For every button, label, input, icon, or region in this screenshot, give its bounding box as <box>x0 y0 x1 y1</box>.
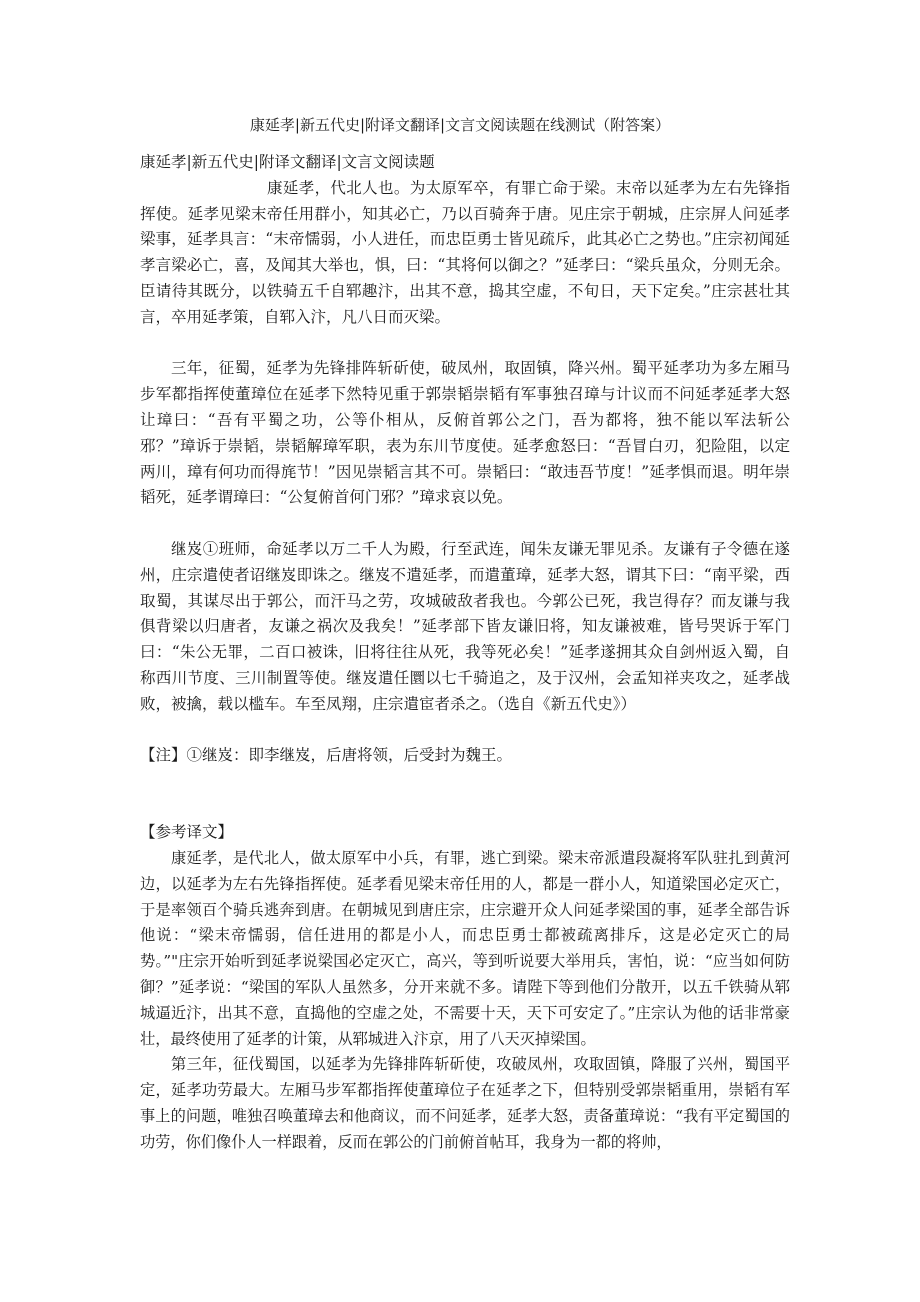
document-body <box>140 150 790 1155</box>
original-paragraph-2: 三年，征蜀，延孝为先锋排阵斩斫使，破凤州，取固镇，降兴州。蜀平延孝功为多左厢马步军都指挥使董璋位在延孝下然特见重于郭崇韬崇韬有军事独召璋与计议而不问延孝延孝大怒让璋曰：“吾有平蜀之功，公等仆相从，反俯首郭公之门，吾为都将，独不能以军法斩公邪？”璋诉于崇韬，崇韬解璋军职，表为东川节度使。延孝愈怒曰：“吾冒白刃，犯险阻，以定两川，璋有何功而得旄节！”因见崇韬言其不可。崇韬曰：“敢违吾节度！”延孝惧而退。明年崇韬死，延孝谓璋曰：“公复俯首何门邪？”璋求哀以免。 <box>140 359 790 507</box>
subheading: 康延孝|新五代史|附译文翻译|文言文阅读题 <box>140 153 435 171</box>
translation-paragraph-2: 第三年，征伐蜀国，以延孝为先锋排阵斩斫使，攻破凤州，攻取固镇，降服了兴州，蜀国平定，延孝功劳最大。左厢马步军都指挥使董璋位子在延孝之下，但特别受郭崇韬重用，崇韬有军事上的问题，唯独召唤董璋去和他商议，而不问延孝，延孝大怒，责备董璋说：“我有平定蜀国的功劳，你们像仆人一样跟着，反而在郭公的门前俯首帖耳，我身为一都的将帅， <box>140 1055 790 1151</box>
original-paragraph-3: 继岌①班师，命延孝以万二千人为殿，行至武连，闻朱友谦无罪见杀。友谦有子令德在遂州，庄宗遣使者诏继岌即诛之。继岌不遣延孝，而遣董璋，延孝大怒，谓其下曰：“南平梁，西取蜀，其谋尽出于郭公，而汗马之劳，攻城破敌者我也。今郭公已死，我岂得存？而友谦与我俱背梁以归唐者，友谦之祸次及我矣！”延孝部下皆友谦旧将，知友谦被难，皆号哭诉于军门曰：“朱公无罪，二百口被诛，旧将往往从死，我等死必矣！”延孝遂拥其众自剑州返入蜀，自称西川节度、三川制置等使。继岌遣任圜以七千骑追之，及于汉州，会孟知祥夹攻之，延孝战败，被擒，载以槛车。车至凤翔，庄宗遣宦者杀之。（选自《新五代史》） <box>140 539 790 713</box>
translation-heading: 【参考译文】 <box>140 823 234 842</box>
translation-paragraph-1: 康延孝，是代北人，做太原军中小兵，有罪，逃亡到梁。梁末帝派遣段凝将军队驻扎到黄河边，以延孝为左右先锋指挥使。延孝看见梁末帝任用的人，都是一群小人，知道梁国必定灭亡，于是率领百个骑兵逃奔到唐。在朝城见到唐庄宗，庄宗避开众人问延孝梁国的事，延孝全部告诉他说：“梁末帝懦弱，信任进用的都是小人，而忠臣勇士都被疏离排斥，这是必定灭亡的局势。”"庄宗开始听到延孝说梁国必定灭亡，高兴，等到听说要大举用兵，害怕，说：“应当如何防御？”延孝说：“梁国的军队人虽然多，分开来就不多。请陛下等到他们分散开，以五千铁骑从郓城逼近汴，出其不意，直捣他的空虚之处，不需要十天，天下可安定了。”庄宗认为他的话非常豪壮，最终使用了延孝的计策，从郓城进入汴京，用了八天灭掉梁国。 <box>140 848 790 1048</box>
footnote: 【注】①继岌：即李继岌，后唐将领，后受封为魏王。 <box>140 746 513 765</box>
page-title: 康延孝|新五代史|附译文翻译|文言文阅读题在线测试（附答案） <box>249 116 671 134</box>
original-paragraph-1: 康延孝，代北人也。为太原军卒，有罪亡命于梁。末帝以延孝为左右先锋指挥使。延孝见梁末帝任用群小，知其必亡，乃以百骑奔于唐。见庄宗于朝城，庄宗屏人问延孝梁事，延孝具言：“末帝懦弱，小人进任，而忠臣勇士皆见疏斥，此其必亡之势也。”庄宗初闻延孝言梁必亡，喜，及闻其大举也，惧，曰：“其将何以御之？”延孝曰：“梁兵虽众，分则无余。臣请待其既分，以铁骑五千自郓趣汴，出其不意，捣其空虚，不旬日，天下定矣。”庄宗甚壮其言，卒用延孝策，自郓入汴，凡八日而灭梁。 <box>140 178 790 326</box>
